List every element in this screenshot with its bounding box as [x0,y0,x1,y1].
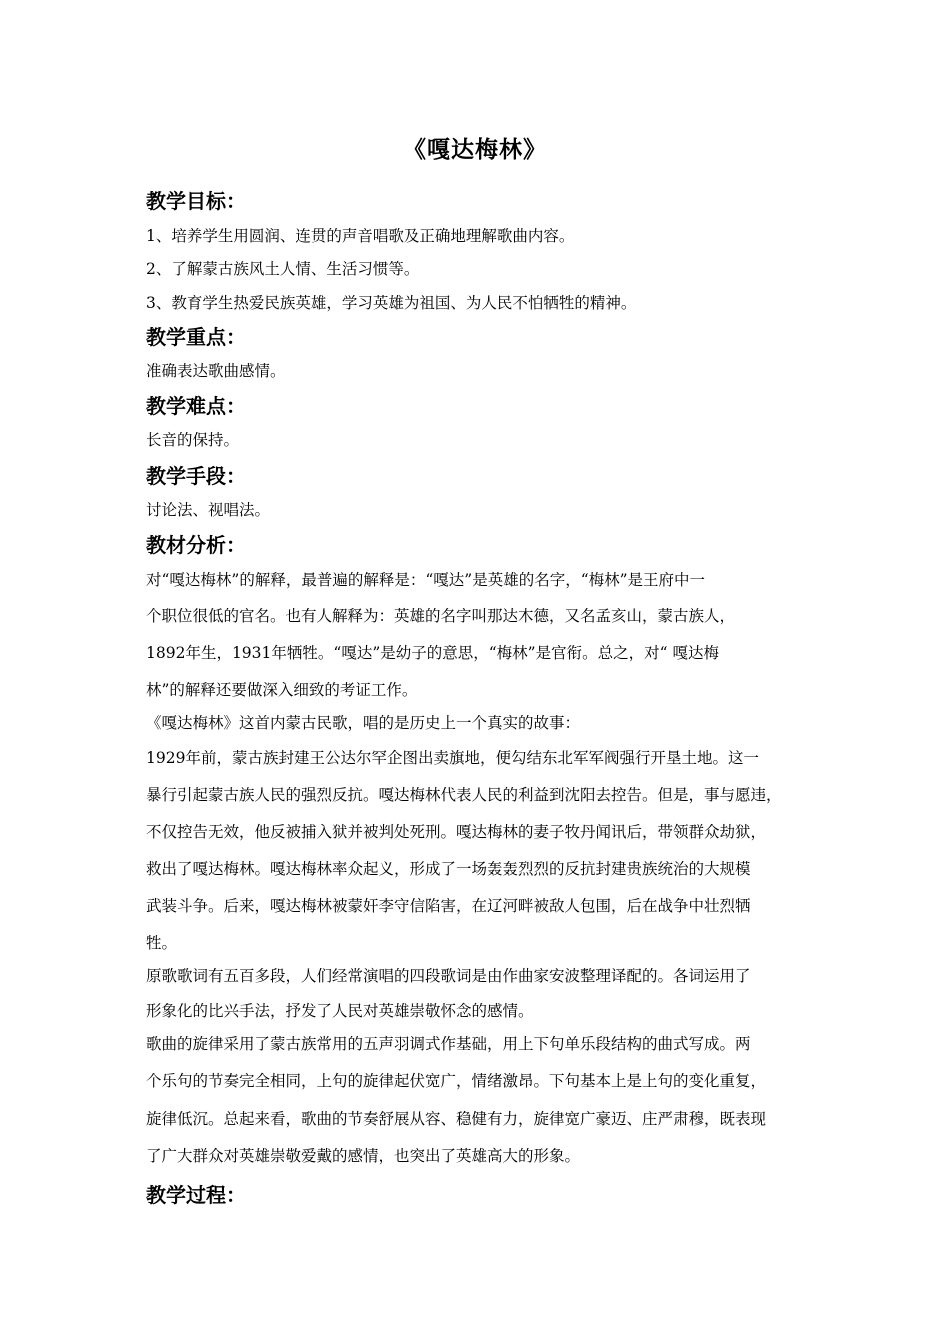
analysis-line: 个乐句的节奏完全相同，上句的旋律起伏宽广，情绪激昂。下句基本上是上句的变化重复， [146,1072,767,1090]
goal-item-3: 3、教育学生热爱民族英雄，学习英雄为祖国、为人民不怕牺牲的精神。 [146,294,637,312]
heading-difficulty: 教学难点： [146,394,246,418]
means-text: 讨论法、视唱法。 [146,501,271,519]
analysis-line: 对“嘎达梅林”的解释，最普遍的解释是：“嘎达”是英雄的名字，“梅林”是王府中一 [146,571,706,589]
analysis-line: 林”的解释还要做深入细致的考证工作。 [146,681,418,699]
analysis-line: 了广大群众对英雄崇敬爱戴的感情，也突出了英雄高大的形象。 [146,1147,581,1165]
heading-means: 教学手段： [146,464,246,488]
focus-text: 准确表达歌曲感情。 [146,362,286,380]
heading-analysis: 教材分析： [146,533,246,557]
analysis-line: 1929年前，蒙古族封建王公达尔罕企图出卖旗地，便勾结东北军军阀强行开垦土地。这一 [146,749,759,767]
document-title: 《嘎达梅林》 [403,137,547,163]
heading-goals: 教学目标： [146,189,246,213]
analysis-line: 形象化的比兴手法，抒发了人民对英雄崇敬怀念的感情。 [146,1002,534,1020]
goal-item-1: 1、培养学生用圆润、连贯的声音唱歌及正确地理解歌曲内容。 [146,227,575,245]
analysis-line: 不仅控告无效，他反被捕入狱并被判处死刑。嘎达梅林的妻子牧丹闻讯后，带领群众劫狱， [146,823,767,841]
analysis-line: 歌曲的旋律采用了蒙古族常用的五声羽调式作基础，用上下句单乐段结构的曲式写成。两 [146,1035,751,1053]
goal-item-2: 2、了解蒙古族风土人情、生活习惯等。 [146,260,420,278]
analysis-line: 1892年生，1931年牺牲。“嘎达”是幼子的意思，“梅林”是官衔。总之，对“ 嘎达梅 [146,644,719,662]
analysis-line: 旋律低沉。总起来看，歌曲的节奏舒展从容、稳健有力，旋律宽广豪迈、庄严肃穆，既表现 [146,1110,767,1128]
analysis-line: 暴行引起蒙古族人民的强烈反抗。嘎达梅林代表人民的利益到沈阳去控告。但是，事与愿违， [146,786,782,804]
analysis-line: 武装斗争。后来，嘎达梅林被蒙奸李守信陷害，在辽河畔被敌人包围，后在战争中壮烈牺 [146,897,751,915]
heading-process: 教学过程： [146,1183,246,1207]
analysis-line: 《嘎达梅林》这首内蒙古民歌，唱的是历史上一个真实的故事： [146,714,581,732]
analysis-line: 个职位很低的官名。也有人解释为：英雄的名字叫那达木德，又名孟亥山，蒙古族人， [146,607,736,625]
analysis-line: 救出了嘎达梅林。嘎达梅林率众起义，形成了一场轰轰烈烈的反抗封建贵族统治的大规模 [146,860,751,878]
difficulty-text: 长音的保持。 [146,431,240,449]
heading-focus: 教学重点： [146,325,246,349]
analysis-line: 原歌歌词有五百多段，人们经常演唱的四段歌词是由作曲家安波整理译配的。各词运用了 [146,967,751,985]
analysis-line: 牲。 [146,934,178,952]
